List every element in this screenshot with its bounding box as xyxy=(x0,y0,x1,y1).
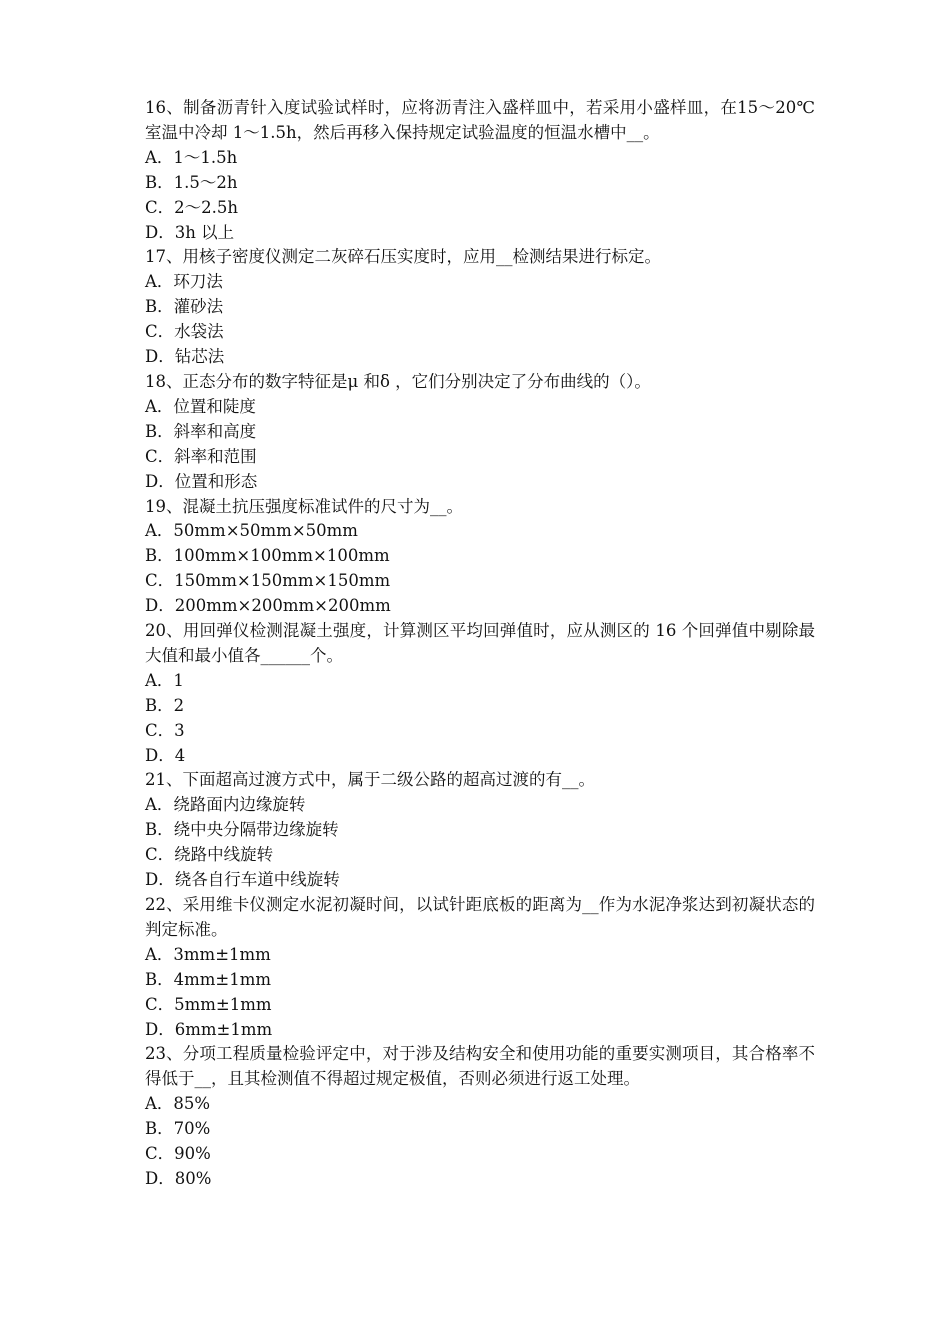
option-d: D．绕各自行车道中线旋转 xyxy=(145,870,340,890)
question-block xyxy=(145,1042,815,1191)
question-block xyxy=(145,893,815,1042)
question-stem: 22、采用维卡仪测定水泥初凝时间，以试针距底板的距离为__作为水泥净浆达到初凝状态的判定标准。 xyxy=(145,895,815,939)
option-a: A．3mm±1mm xyxy=(145,944,271,964)
option-d: D．80% xyxy=(145,1168,212,1188)
question-stem: 23、分项工程质量检验评定中，对于涉及结构安全和使用功能的重要实测项目，其合格率不得低于__，且其检测值不得超过规定极值，否则必须进行返工处理。 xyxy=(145,1044,815,1089)
option-c: C．90% xyxy=(145,1144,211,1164)
option-a: A．位置和陡度 xyxy=(145,396,256,416)
option-a: A．环刀法 xyxy=(145,272,223,292)
question-block xyxy=(145,495,815,620)
question-block xyxy=(145,619,815,768)
option-c: C．绕路中线旋转 xyxy=(145,845,274,865)
option-a: A．1～1.5h xyxy=(145,147,238,167)
option-c: C．斜率和范围 xyxy=(145,446,257,466)
option-c: C．2～2.5h xyxy=(145,197,238,217)
option-c: C．水袋法 xyxy=(145,322,224,342)
question-stem: 19、混凝土抗压强度标准试件的尺寸为__。 xyxy=(145,496,463,516)
option-d: D．6mm±1mm xyxy=(145,1019,273,1039)
option-d: D．4 xyxy=(145,745,186,765)
option-a: A．绕路面内边缘旋转 xyxy=(145,795,306,815)
question-block xyxy=(145,96,815,245)
option-b: B．1.5～2h xyxy=(145,172,238,192)
question-stem: 21、下面超高过渡方式中，属于二级公路的超高过渡的有__。 xyxy=(145,770,595,790)
question-stem: 20、用回弹仪检测混凝土强度，计算测区平均回弹值时，应从测区的 16 个回弹值中剔除最大值和最小值各______个。 xyxy=(145,621,815,665)
option-b: B．70% xyxy=(145,1119,211,1139)
option-a: A．85% xyxy=(145,1094,211,1114)
option-b: B．绕中央分隔带边缘旋转 xyxy=(145,820,339,840)
option-a: A．1 xyxy=(145,670,184,690)
option-d: D．3h 以上 xyxy=(145,222,235,242)
question-stem: 17、用核子密度仪测定二灰碎石压实度时，应用__检测结果进行标定。 xyxy=(145,247,661,267)
question-block xyxy=(145,370,815,495)
option-c: C．5mm±1mm xyxy=(145,994,272,1014)
exam-page xyxy=(145,96,815,1192)
option-b: B．4mm±1mm xyxy=(145,969,272,989)
option-d: D．200mm×200mm×200mm xyxy=(145,596,391,616)
option-d: D．钻芯法 xyxy=(145,347,225,367)
option-b: B．2 xyxy=(145,695,185,715)
option-a: A．50mm×50mm×50mm xyxy=(145,521,358,541)
option-c: C．150mm×150mm×150mm xyxy=(145,571,391,591)
question-stem: 16、制备沥青针入度试验试样时，应将沥青注入盛样皿中，若采用小盛样皿，在15～20℃室温中冷却 1～1.5h，然后再移入保持规定试验温度的恒温水槽中__。 xyxy=(145,98,815,142)
question-block xyxy=(145,245,815,370)
question-block xyxy=(145,768,815,893)
option-b: B．斜率和高度 xyxy=(145,421,257,441)
option-c: C．3 xyxy=(145,720,185,740)
question-stem: 18、正态分布的数字特征是μ 和δ ，它们分别决定了分布曲线的（）。 xyxy=(145,371,651,391)
option-d: D．位置和形态 xyxy=(145,471,258,491)
option-b: B．100mm×100mm×100mm xyxy=(145,546,390,566)
option-b: B．灌砂法 xyxy=(145,297,224,317)
